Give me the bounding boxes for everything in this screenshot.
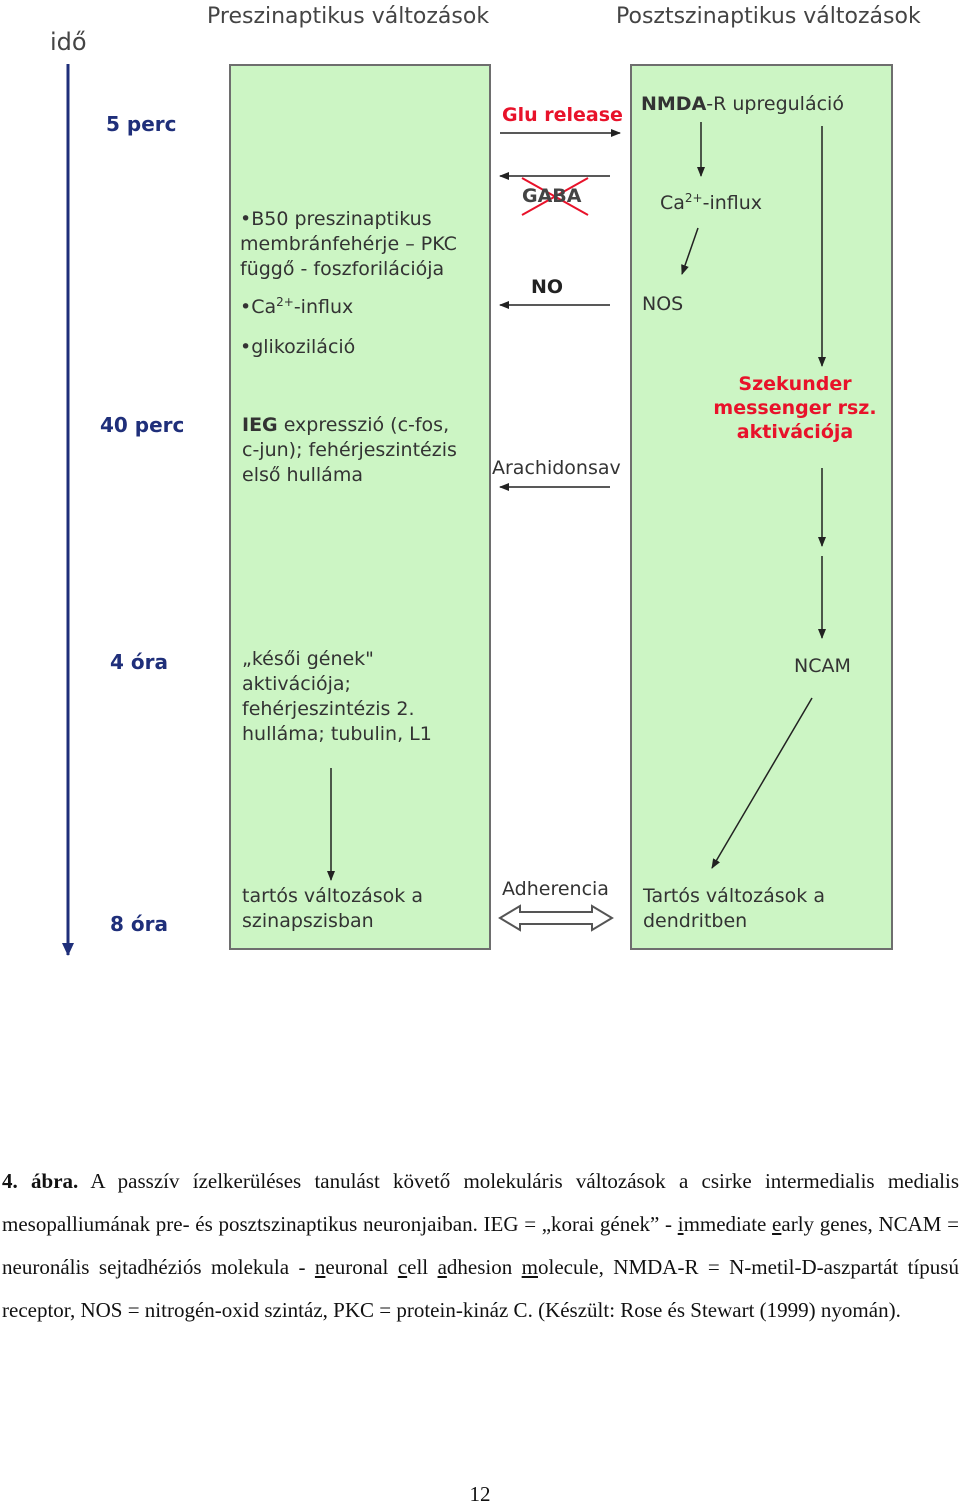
gaba-label: GABA [522,185,582,207]
ieg-text [242,413,457,488]
pre-ca-sup: 2+ [276,295,294,309]
no-label: NO [531,276,564,298]
caption-label: 4. ábra. [2,1169,79,1193]
b50-line-1: •B50 preszinaptikus [240,208,432,230]
caption-part-6: dhesion [446,1255,522,1279]
caption-underline-m: m [521,1255,538,1279]
timepoint-5-perc: 5 perc [106,112,177,136]
post-ca-influx [660,191,762,216]
b50-line-3: függő - foszforilációja [240,258,445,280]
post-ca-sup: 2+ [684,191,703,205]
pre-ca-suffix: -influx [293,296,354,318]
adherencia-arrow [500,906,612,930]
timepoint-4-ora: 4 óra [110,650,168,674]
caption-part-5: ell [407,1255,438,1279]
caption-part-7: olecule, NMDA-R = N-metil-D-aszpartát típusú receptor, NOS = nitrogén-oxid szintáz, PKC = protein-kináz C. (Készült: Rose és Stewart (1999) nyomán). [2,1255,959,1322]
caption-underline-i: i [677,1212,684,1236]
post-ca-suffix: -influx [702,192,763,214]
b50-text [240,207,457,282]
lasting-dend-line-2: dendritben [643,910,748,932]
post-ca-prefix: Ca [660,192,685,214]
caption-part-4: euronal [325,1255,398,1279]
glycosylation-text: •glikoziláció [240,336,356,358]
presynaptic-header: Preszinaptikus változások [207,4,490,29]
late-line-2: aktivációja; [242,673,351,695]
adherencia-label: Adherencia [502,878,609,900]
nmda-rest: -R upreguláció [706,93,844,115]
messenger-line-2: messenger rsz. [713,397,877,419]
caption-underline-n: n [314,1255,326,1279]
caption-underline-a: a [437,1255,447,1279]
lasting-dendrit-text [643,884,825,934]
time-axis-label: idő [50,28,87,56]
lasting-syn-line-2: szinapszisban [242,910,374,932]
ncam-label: NCAM [794,655,851,677]
ca-nos-arrow [682,228,698,274]
page-number: 12 [469,1482,491,1506]
lasting-dend-line-1: Tartós változások a [643,885,825,907]
late-line-4: hulláma; tubulin, L1 [242,723,432,745]
caption-underline-e: e [772,1212,782,1236]
caption-underline-c: c [397,1255,408,1279]
timepoint-40-perc: 40 perc [100,413,185,437]
arachidon-label: Arachidonsav [492,457,621,479]
lasting-synapse-text [242,884,423,934]
b50-line-2: membránfehérje – PKC [240,233,457,255]
late-genes-text [242,647,432,747]
ieg-line-3: első hulláma [242,464,363,486]
late-line-3: fehérjeszintézis 2. [242,698,415,720]
messenger-line-1: Szekunder [738,373,852,395]
messenger-line-3: aktivációja [736,421,854,443]
caption-part-2: mmediate [683,1212,773,1236]
caption-part-3: arly genes, NCAM = neuronális sejtadhéziós molekula - [2,1212,959,1279]
timepoint-8-ora: 8 óra [110,912,168,936]
lasting-syn-line-1: tartós változások a [242,885,423,907]
postsynaptic-header: Posztszinaptikus változások [616,4,921,29]
late-line-1: „késői gének" [242,648,374,670]
glu-release-label: Glu release [502,104,623,126]
nmda-bold: NMDA [641,93,707,115]
second-messenger-text [700,372,890,444]
ieg-line-1: expresszió (c-fos, [277,414,450,436]
pre-ca-influx [240,295,353,320]
nmda-upregulation [641,92,844,117]
pre-ca-prefix: •Ca [240,296,277,318]
ieg-bold: IEG [242,414,278,436]
figure-caption [2,1160,959,1332]
ieg-line-2: c-jun); fehérjeszintézis [242,439,457,461]
nos-label: NOS [642,293,684,315]
ncam-dendrit-arrow [712,698,812,868]
caption-part-1: A passzív ízelkerüléses tanulást követő molekuláris változások a csirke intermedialis medialis mesopalliumának pre- és posztszinaptikus neuronjaiban. IEG = „korai gének” - [2,1169,960,1236]
